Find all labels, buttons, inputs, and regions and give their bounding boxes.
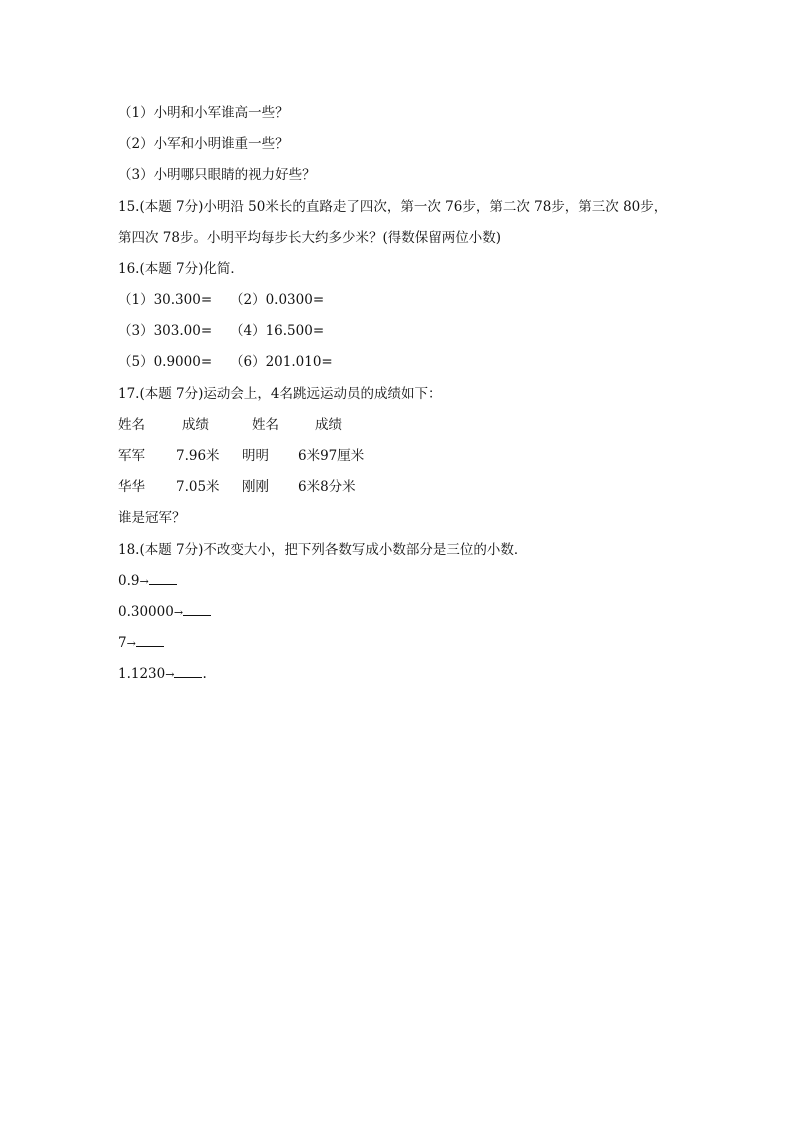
answer-blank[interactable]: [174, 665, 202, 678]
q18-item-3: [118, 634, 164, 653]
q18-title: 18.(本题 7分)不改变大小，把下列各数写成小数部分是三位的小数．: [118, 542, 528, 558]
arrow-icon: →: [165, 668, 174, 681]
q16-item-2: （2）0.0300=: [230, 292, 325, 308]
q17-row1-name-1: 军军: [118, 448, 145, 464]
q16-item-6: （6）201.010=: [230, 354, 333, 370]
q18-item-4: [118, 665, 207, 684]
q16-item-4: （4）16.500=: [230, 323, 325, 339]
q18-item-3-value: 7: [118, 635, 127, 651]
q17-header-name-1: 姓名: [118, 417, 145, 433]
q17-header-score-1: 成绩: [182, 417, 209, 433]
answer-blank[interactable]: [136, 634, 164, 647]
q18-item-2: [118, 603, 211, 622]
q17-row2-name-1: 华华: [118, 479, 145, 495]
q18-item-2-value: 0.30000: [118, 604, 174, 620]
q17-question: 谁是冠军？: [118, 510, 186, 526]
q17-header-name-2: 姓名: [252, 417, 279, 433]
answer-blank[interactable]: [149, 572, 177, 585]
q16-item-3: （3）303.00=: [118, 323, 213, 339]
q15-line-2: 第四次 78步。小明平均每步长大约多少米？(得数保留两位小数): [118, 230, 502, 246]
arrow-icon: →: [173, 606, 183, 619]
q17-row2-name-2: 刚刚: [242, 479, 269, 495]
q17-title: 17.(本题 7分)运动会上，4名跳远运动员的成绩如下：: [118, 386, 442, 402]
arrow-icon: →: [126, 637, 135, 650]
q17-row2-score-2: 6米8分米: [298, 479, 356, 495]
q17-row1-score-2: 6米97厘米: [298, 448, 365, 464]
q18-item-4-end: .: [202, 666, 207, 682]
q18-item-1-value: 0.9: [118, 573, 140, 589]
q16-item-5: （5）0.9000=: [118, 354, 213, 370]
q17-row2-score-1: 7.05米: [176, 479, 220, 495]
q18-item-4-value: 1.1230: [118, 666, 166, 682]
q15-line-1: 15.(本题 7分)小明沿 50米长的直路走了四次，第一次 76步，第二次 78步，第三次 80步，: [118, 199, 668, 215]
q14-sub-1: （1）小明和小军谁高一些？: [118, 105, 289, 121]
q14-sub-3: （3）小明哪只眼睛的视力好些？: [118, 167, 316, 183]
q17-header-score-2: 成绩: [315, 417, 342, 433]
q16-item-1: （1）30.300=: [118, 292, 213, 308]
q16-title: 16.(本题 7分)化简．: [118, 261, 244, 277]
q17-row1-score-1: 7.96米: [176, 448, 220, 464]
q14-sub-2: （2）小军和小明谁重一些？: [118, 136, 289, 152]
q18-item-1: [118, 572, 177, 591]
arrow-icon: →: [139, 575, 148, 588]
q17-row1-name-2: 明明: [242, 448, 269, 464]
answer-blank[interactable]: [183, 603, 211, 616]
